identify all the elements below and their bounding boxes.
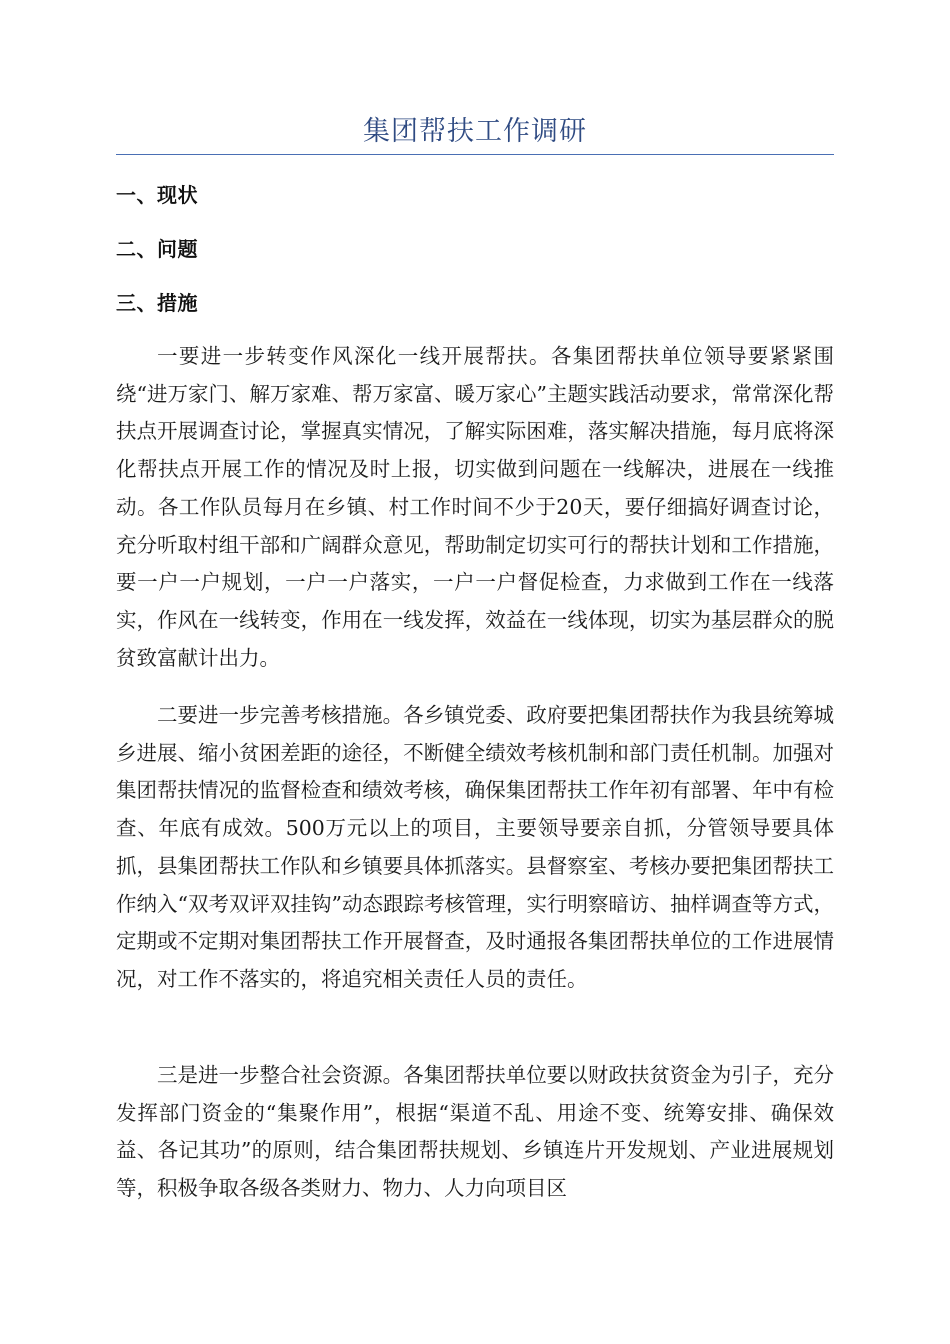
document-title: 集团帮扶工作调研: [363, 116, 587, 147]
heading-current-status: 一、现状: [116, 183, 198, 207]
paragraph-3: 三是进一步整合社会资源。各集团帮扶单位要以财政扶贫资金为引子，充分发挥部门资金的“集聚作用”，根据“渠道不乱、用途不变、统筹安排、确保效益、各记其功”的原则，结合集团帮扶规划、乡镇连片开发规划、产业进展规划等，积极争取各级各类财力、物力、人力向项目区: [116, 1063, 834, 1201]
title-underline: [116, 154, 834, 155]
heading-problems: 二、问题: [116, 237, 198, 261]
paragraph-2: 二要进一步完善考核措施。各乡镇党委、政府要把集团帮扶作为我县统筹城乡进展、缩小贫困差距的途径，不断健全绩效考核机制和部门责任机制。加强对集团帮扶情况的监督检查和绩效考核，确保集团帮扶工作年初有部署、年中有检查、年底有成效。500万元以上的项目，主要领导要亲自抓，分管领导要具体抓，县集团帮扶工作队和乡镇要具体抓落实。县督察室、考核办要把集团帮扶工作纳入“双考双评双挂钩”动态跟踪考核管理，实行明察暗访、抽样调查等方式，定期或不定期对集团帮扶工作开展督查，及时通报各集团帮扶单位的工作进展情况，对工作不落实的，将追究相关责任人员的责任。: [116, 703, 834, 991]
heading-measures: 三、措施: [116, 291, 198, 315]
paragraph-1: 一要进一步转变作风深化一线开展帮扶。各集团帮扶单位领导要紧紧围绕“进万家门、解万家难、帮万家富、暖万家心”主题实践活动要求，常常深化帮扶点开展调查讨论，掌握真实情况，了解实际困难，落实解决措施，每月底将深化帮扶点开展工作的情况及时上报，切实做到问题在一线解决，进展在一线推动。各工作队员每月在乡镇、村工作时间不少于20天，要仔细搞好调查讨论，充分听取村组干部和广阔群众意见，帮助制定切实可行的帮扶计划和工作措施，要一户一户规划，一户一户落实，一户一户督促检查，力求做到工作在一线落实，作风在一线转变，作用在一线发挥，效益在一线体现，切实为基层群众的脱贫致富献计出力。: [116, 344, 834, 670]
